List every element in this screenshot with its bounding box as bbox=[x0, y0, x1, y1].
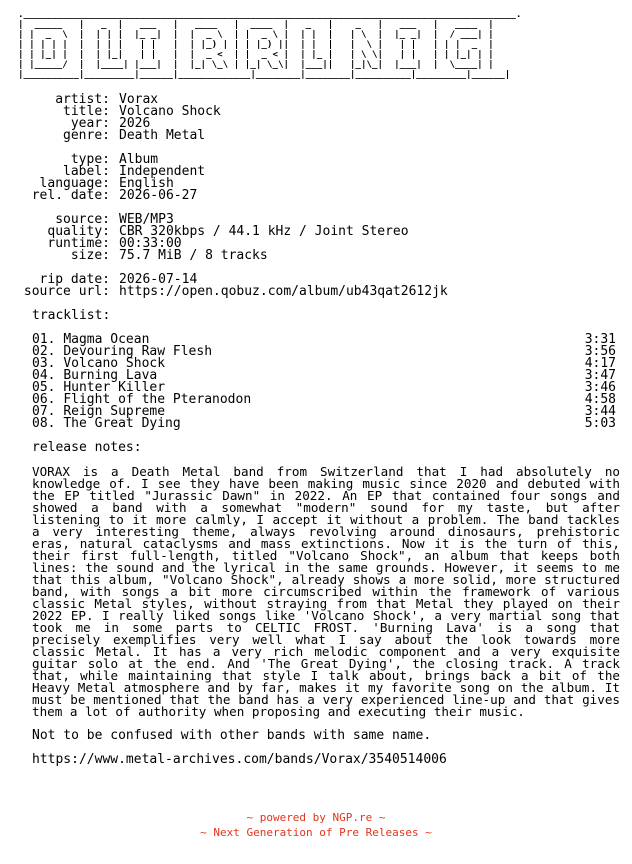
source-url-link[interactable]: https://open.qobuz.com/album/ub43qat2612jk bbox=[119, 284, 448, 299]
info-label: genre: bbox=[63, 128, 110, 143]
genre-value: Death Metal bbox=[119, 128, 206, 143]
release-info bbox=[8, 94, 624, 298]
track-duration: 5:03 bbox=[584, 416, 616, 431]
info-label: runtime: bbox=[47, 236, 110, 251]
track-title: 08. The Great Dying bbox=[32, 416, 181, 431]
info-label: rip date: bbox=[39, 272, 110, 287]
info-row-source-url bbox=[8, 286, 624, 298]
runtime-value: 00:33:00 bbox=[119, 236, 182, 251]
language-value: English bbox=[119, 176, 174, 191]
info-label: type: bbox=[70, 152, 110, 167]
tracklist-heading: tracklist: bbox=[32, 308, 111, 323]
disclaimer-text: Not to be confused with other bands with same name. bbox=[32, 728, 432, 743]
info-label: artist: bbox=[55, 92, 110, 107]
track-duration: 4:58 bbox=[584, 392, 616, 407]
info-label: source url: bbox=[23, 284, 110, 299]
track-title: 01. Magma Ocean bbox=[32, 332, 150, 347]
track-duration: 3:46 bbox=[584, 380, 616, 395]
track-duration: 3:56 bbox=[584, 344, 616, 359]
record-label-value: Independent bbox=[119, 164, 206, 179]
track-title: 07. Reign Supreme bbox=[32, 404, 166, 419]
footer-tagline: ~ Next Generation of Pre Releases ~ bbox=[200, 826, 432, 839]
release-notes-text: VORAX is a Death Metal band from Switzerland that I had absolutely no knowledge of. I see they have been making music since 2020 and debuted with the EP titled "Jurassic Dawn" in 2022. An EP that contained four songs and showed a band with a somewhat "modern" sound for my taste, but after listening to it more calmly, I accept it without a problem. The band tackles a very interesting theme, always revolving around dinosaurs, prehistoric eras, natural cataclysms and mass extinctions. Now it is the turn of this, their first full-length, titled "Volcano Shock", an album that keeps both lines: the sound and the lyrical in the same grounds. However, it seems to me that this album, "Volcano Shock", already shows a more solid, more structured band, with songs a bit more circumscribed within the framework of various classic Metal styles, without straying from that Metal they played on their 2022 EP. I really liked songs like 'Volcano Shock', a very martial song that took me in some parts to CELTIC FROST. 'Burning Lava' is a song that precisely exemplifies very well what I say about the look towards more classic Metal. It has a very rich melodic component and a very exquisite guitar solo at the end. And 'The Great Dying', the closing track. A track that, while maintaining that style I talk about, brings back a bit of the Heavy Metal atmosphere and by far, makes it my favorite song on the album. It must be mentioned that the band has a very experienced line-up and that gives them a lot of authority when proposing and executing their music. bbox=[32, 464, 620, 719]
size-value: 75.7 MiB / 8 tracks bbox=[119, 248, 268, 263]
info-label: source: bbox=[55, 212, 110, 227]
ascii-art-logo: ._________________________________________________________________________________________. | _____ | _ | ___ | ____ | ____ | _ | _ | ___ | ____ | | | _ \ | | | | |_ _| | | _ \ | | _ \ | | | | | \ | |_ _| | / ___| | | | | | | | | | | | | | | |_) | | | |_) || | | | | \ | | | | | | _ | | | |_| | | | |_| | | | | _ < | | _ < | | |_ | | \ \| | | | | |_| | | | |_____/ | |____| |___| | |_| \_\ | |_| \_\| |___|| |_|\_| |___| | \____| | |__________|_________|______|_____________|________|________|__________|_________|______| bbox=[18, 9, 522, 80]
nfo-document bbox=[8, 10, 624, 766]
artist-value: Vorax bbox=[119, 92, 159, 107]
info-label: rel. date: bbox=[31, 188, 110, 203]
track-title: 03. Volcano Shock bbox=[32, 356, 166, 371]
track-title: 05. Hunter Killer bbox=[32, 380, 166, 395]
info-row-rel-date bbox=[8, 190, 624, 202]
track-duration: 3:44 bbox=[584, 404, 616, 419]
metal-archives-link[interactable]: https://www.metal-archives.com/bands/Vorax/3540514006 bbox=[32, 752, 447, 767]
track-duration: 3:31 bbox=[584, 332, 616, 347]
info-row-genre bbox=[8, 130, 624, 142]
track-row bbox=[32, 418, 616, 430]
release-date-value: 2026-06-27 bbox=[119, 188, 198, 203]
year-value: 2026 bbox=[119, 116, 151, 131]
info-label: label: bbox=[63, 164, 110, 179]
footer-powered-by[interactable]: ~ powered by NGP.re ~ bbox=[246, 811, 386, 824]
info-label: size: bbox=[70, 248, 110, 263]
release-notes-heading: release notes: bbox=[32, 440, 142, 455]
track-duration: 3:47 bbox=[584, 368, 616, 383]
track-duration: 4:17 bbox=[584, 356, 616, 371]
track-title: 04. Burning Lava bbox=[32, 368, 158, 383]
title-value: Volcano Shock bbox=[119, 104, 221, 119]
tracklist bbox=[8, 334, 624, 430]
quality-value: CBR 320kbps / 44.1 kHz / Joint Stereo bbox=[119, 224, 409, 239]
type-value: Album bbox=[119, 152, 159, 167]
track-title: 02. Devouring Raw Flesh bbox=[32, 344, 213, 359]
track-title: 06. Flight of the Pteranodon bbox=[32, 392, 252, 407]
info-row-size bbox=[8, 250, 624, 262]
source-value: WEB/MP3 bbox=[119, 212, 174, 227]
info-label: year: bbox=[70, 116, 110, 131]
info-label: title: bbox=[63, 104, 110, 119]
info-label: language: bbox=[39, 176, 110, 191]
info-label: quality: bbox=[47, 224, 110, 239]
rip-date-value: 2026-07-14 bbox=[119, 272, 198, 287]
